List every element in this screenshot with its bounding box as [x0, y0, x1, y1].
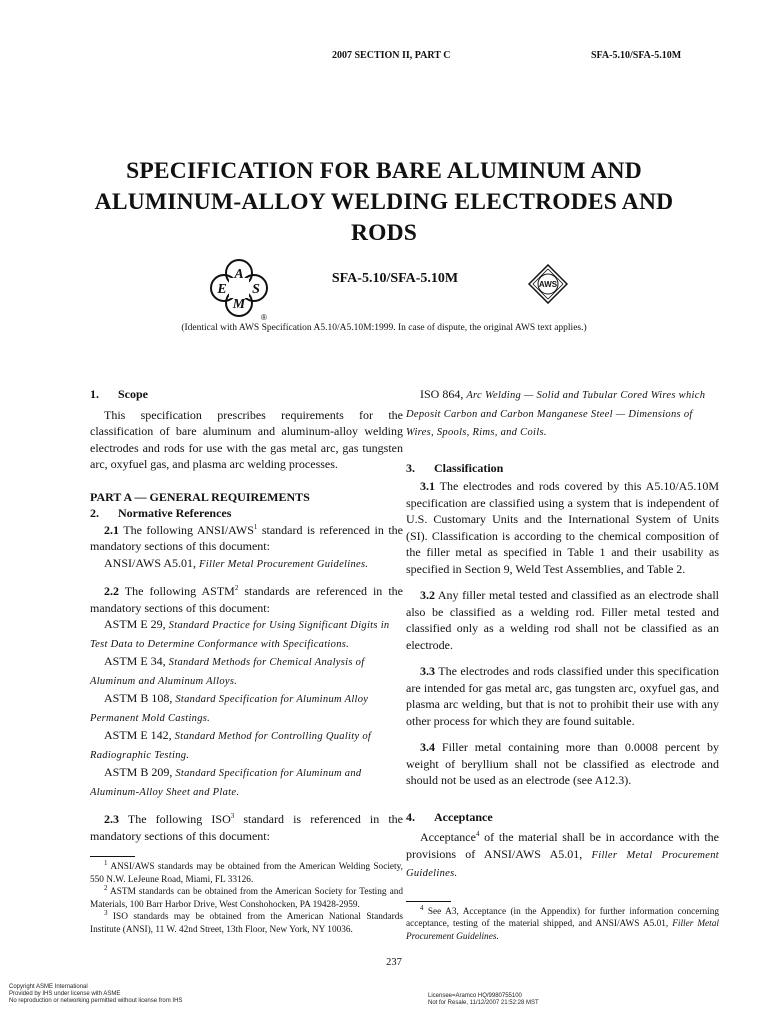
registered-mark: ® [261, 313, 267, 322]
page-number: 237 [386, 957, 402, 968]
reference-astm: ASTM B 209, Standard Specification for Aluminum and Aluminum-Alloy Sheet and Plate. [90, 765, 362, 798]
right-column [406, 386, 719, 943]
scope-paragraph: This specification prescribes requirements for the classification of bare aluminum and aluminum-alloy welding electrodes and rods for use with the gas metal arc, gas tungsten arc, oxyfuel gas, and plasma arc welding processes. [90, 407, 403, 471]
paragraph-2-2: 2.2 The following ASTM$^2$ standards are referenced in the mandatory sections of this document: [90, 584, 403, 615]
running-header-spec: SFA-5.10/SFA-5.10M [591, 50, 682, 61]
asme-letter: S [252, 282, 260, 297]
footnote-2: $^2$ ASTM standards can be obtained from the American Society for Testing and Materials, 100 Barr Harbor Drive, West Conshohocken, PA 19428-2959. [90, 883, 403, 910]
paragraph-3-2: 3.2 Any filler metal tested and classified as an electrode shall also be classified as a welding rod. Filler metal tested and classified only as a welding rod shall not be classified as an electrode. [406, 588, 719, 652]
license-notice: Licensee=Aramco HQ/9980755100 Not for Resale, 11/12/2007 21:52:28 MST [428, 993, 539, 1006]
footnote-4: $^4$ See A3, Acceptance (in the Appendix) for further information concerning acceptance, testing of the material shipped, and ANSI/AWS A5.01, Filler Metal Procurement Guidelines. [406, 903, 720, 942]
section-heading-acceptance: 4. Acceptance [406, 809, 493, 824]
footnote-rule [406, 901, 451, 902]
asme-letter: A [234, 267, 244, 282]
reference-astm: ASTM B 108, Standard Specification for Aluminum Alloy Permanent Mold Castings. [90, 691, 369, 724]
document-title: SPECIFICATION FOR BARE ALUMINUM AND ALUMINUM-ALLOY WELDING ELECTRODES AND RODS [94, 158, 674, 246]
copyright-notice: Copyright ASME International Provided by IHS under license with ASME No reproduction or networking permitted without license from IHS [9, 984, 183, 1004]
footnote-3: $^3$ ISO standards may be obtained from the American National Standards Institute (ANSI), 11 W. 42nd Street, 13th Floor, New York, NY 10036. [90, 908, 403, 935]
reference-astm: ASTM E 34, Standard Methods for Chemical Analysis of Aluminum and Aluminum Alloys. [90, 654, 365, 687]
asme-logo [207, 256, 273, 324]
section-heading-scope: 1. Scope [90, 387, 148, 401]
paragraph-3-4: 3.4 Filler metal containing more than 0.0008 percent by weight of beryllium shall not be classified as electrode and should not be used as an electrode (see A12.3). [406, 740, 720, 787]
identical-note: (Identical with AWS Specification A5.10/A5.10M:1999. In case of dispute, the original AWS text applies.) [181, 323, 587, 333]
reference-ansi: ANSI/AWS A5.01, Filler Metal Procurement Guidelines. [104, 555, 369, 570]
section-heading-normative-references: 2. Normative References [90, 506, 232, 520]
footnote-1: $^1$ ANSI/AWS standards may be obtained from the American Welding Society, 550 N.W. LeJeune Road, Miami, FL 33126. [90, 858, 403, 885]
reference-astm: ASTM E 142, Standard Method for Controlling Quality of Radiographic Testing. [90, 728, 372, 761]
left-column [90, 386, 403, 936]
reference-iso: ISO 864, Arc Welding — Solid and Tubular Cored Wires which Deposit Carbon and Carbon Manganese Steel — Dimensions of Wires, Spools, Rims, and Coils. [406, 387, 706, 438]
acceptance-paragraph: Acceptance$^4$ of the material shall be in accordance with the provisions of ANSI/AWS A5.01, Filler Metal Procurement Guidelines. [406, 830, 719, 879]
spec-code: SFA-5.10/SFA-5.10M [331, 271, 459, 286]
paragraph-2-1: 2.1 The following ANSI/AWS$^1$ standard is referenced in the mandatory sections of this document: [90, 522, 403, 553]
paragraph-3-3: 3.3 The electrodes and rods classified under this specification are intended for gas metal arc, gas tungsten arc, oxyfuel gas, and plasma arc welding, but that is not to prohibit their use with any other process for which they are found suitable. [406, 664, 719, 728]
paragraph-3-1: 3.1 The electrodes and rods covered by this A5.10/A5.10M specification are classified using a system that is independent of U.S. Customary Units and the International System of Units (SI). Classification is according to the chemical composition of the filler metal as specified in Table 1 and their usability as specified in Section 9, Weld Test Assemblies, and Table 2. [406, 479, 719, 576]
asme-letter: E [217, 282, 227, 297]
reference-astm: ASTM E 29, Standard Practice for Using Significant Digits in Test Data to Determine Conformance with Specifications. [90, 617, 390, 650]
aws-logo-text: AWS [538, 280, 558, 289]
aws-logo [528, 264, 568, 304]
paragraph-2-3: 2.3 The following ISO$^3$ standard is referenced in the mandatory sections of this document: [90, 812, 403, 843]
section-heading-classification: 3. Classification [406, 460, 504, 475]
footnote-rule [90, 856, 135, 857]
part-a-heading: PART A — GENERAL REQUIREMENTS [90, 489, 310, 504]
running-header-section: 2007 SECTION II, PART C [332, 50, 451, 61]
asme-letter: M [232, 297, 246, 312]
